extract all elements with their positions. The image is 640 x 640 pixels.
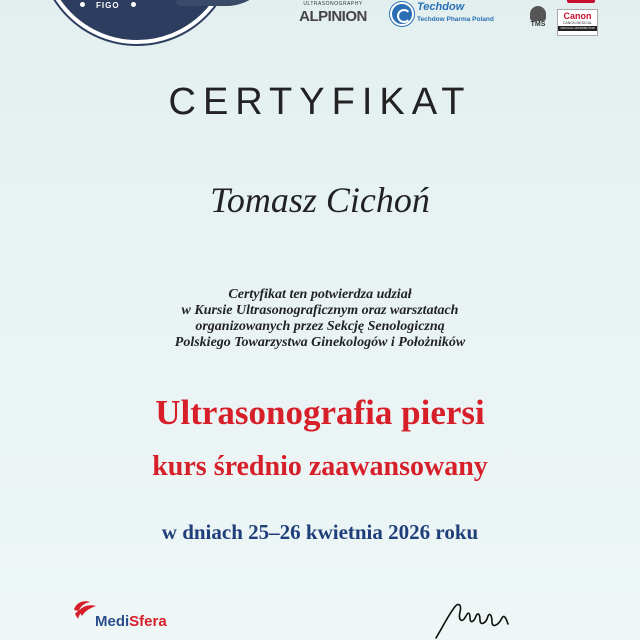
description-line: Polskiego Towarzystwa Ginekologów i Położników [174,335,466,350]
description-line: organizowanych przez Sekcję Senologiczną [195,319,445,334]
course-subtitle: kurs średnio zaawansowany [152,451,488,482]
society-seal [40,0,234,44]
head-icon [530,6,546,21]
description-line: w Kursie Ultrasonograficznym oraz warsztatach [181,303,459,318]
tms-label: TMS [530,21,546,28]
alpinion-name: ALPINION [299,8,367,25]
techdow-logo [390,1,510,31]
signature [432,588,522,640]
medisfera-wordmark [95,613,167,630]
techdow-subtitle: Techdow Pharma Poland [417,16,494,23]
recipient-name: Tomasz Cichoń [210,180,430,220]
course-dates: w dniach 25–26 kwietnia 2026 roku [161,520,479,544]
tms-logo [526,6,550,34]
course-title: Ultrasonografia piersi [155,393,485,432]
canon-name: Canon [563,11,592,21]
canon-subtitle: CANON MEDICAL [562,21,593,25]
techdow-icon [390,2,414,26]
alpinion-tagline: ULTRASONOGRAPHY [303,1,363,7]
seal-dot-right [131,2,136,7]
description-line: Certyfikat ten potwierdza udział [228,287,412,302]
medisfera-logo [66,596,186,636]
canon-logo [557,9,598,36]
seal-text: FIGO [96,1,120,10]
medisfera-text-b: Sfera [129,613,167,630]
certificate-description [0,287,640,351]
medisfera-text-a: Medi [95,613,130,630]
seal-dot-left [80,2,85,7]
alpinion-logo [288,1,378,25]
techdow-name: Techdow [417,1,465,13]
canon-accent [567,0,595,3]
seal-ribbon [173,0,276,6]
certificate-title: CERTYFIKAT [168,81,472,123]
canon-distributor: OFFICIAL DISTRIBUTOR [558,26,597,31]
